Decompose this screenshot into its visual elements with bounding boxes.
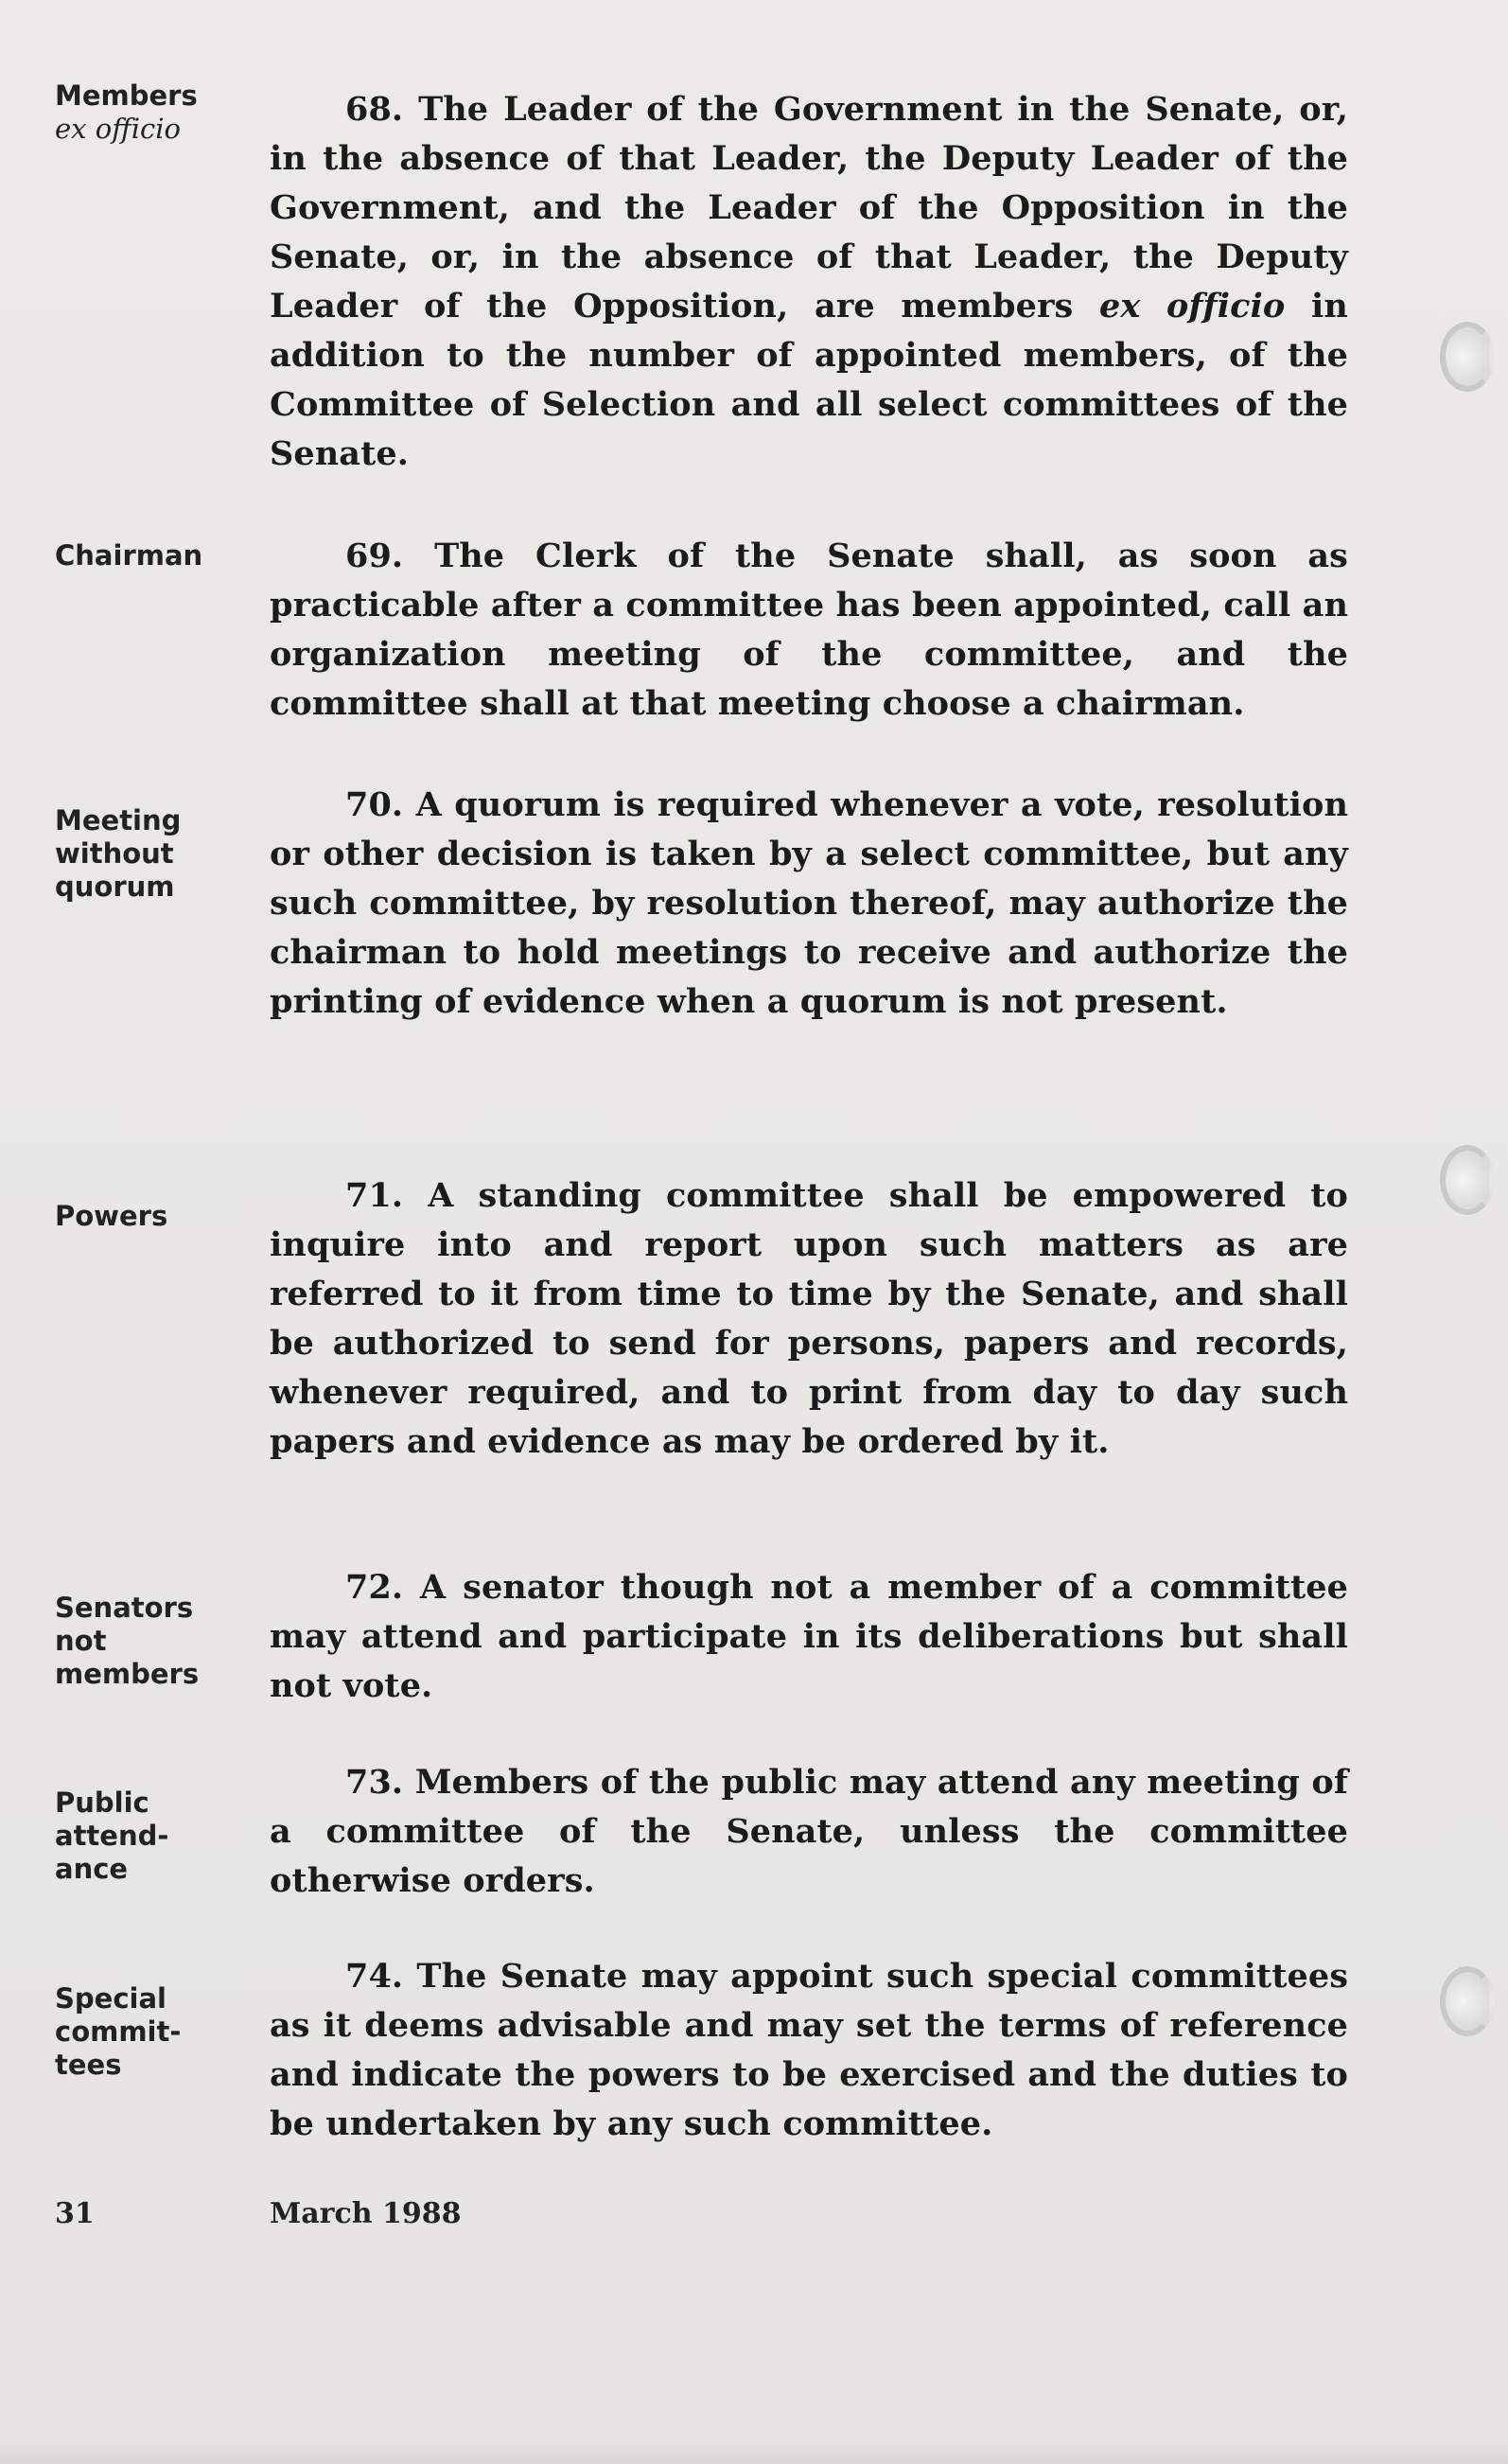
- margin-note-powers: [55, 1200, 225, 1233]
- margin-note-members-ex-officio: [55, 79, 225, 146]
- rule-72: [270, 1563, 1348, 1711]
- rule-number: 74.: [345, 1957, 404, 1996]
- rule-text: The Clerk of the Senate shall, as soon as practicable after a committee has been appointed, call an organization meeting of the committee, and the committee shall at that meeting choose a chairman.: [270, 537, 1348, 723]
- punch-hole-icon: [1440, 322, 1495, 392]
- margin-note-line: quorum: [55, 871, 175, 903]
- rule-69: [270, 532, 1348, 729]
- margin-note-line: Senators: [55, 1592, 194, 1624]
- margin-note-line: not: [55, 1625, 107, 1657]
- rule-number: 73.: [345, 1763, 404, 1802]
- rule-text: A senator though not a member of a committee may attend and participate in its deliberations but shall not vote.: [270, 1568, 1348, 1705]
- margin-note-special-committees: [55, 1982, 225, 2082]
- margin-note-line: Members: [55, 79, 198, 112]
- rule-number: 70.: [345, 785, 404, 824]
- rule-number: 72.: [345, 1568, 404, 1607]
- margin-note-line: members: [55, 1658, 200, 1690]
- rule-text: The Senate may appoint such special committees as it deems advisable and may set the terms of reference and indicate the powers to be exercised and the duties to be undertaken by any such committee.: [270, 1957, 1348, 2143]
- margin-note-line: ex officio: [55, 113, 181, 145]
- footer-date: March 1988: [270, 2197, 462, 2230]
- page-bottom-edge: [0, 2439, 1508, 2464]
- margin-note-line: attend-: [55, 1820, 169, 1852]
- margin-note-line: Powers: [55, 1200, 168, 1232]
- rule-71: [270, 1171, 1348, 1467]
- margin-note-senators-not-members: [55, 1592, 225, 1691]
- margin-note-line: Special: [55, 1982, 167, 2015]
- rule-number: 69.: [345, 537, 404, 575]
- rule-number: 68.: [345, 90, 404, 129]
- rule-70: [270, 781, 1348, 1027]
- margin-note-public-attendance: [55, 1786, 225, 1886]
- punch-hole-icon: [1440, 1145, 1495, 1215]
- margin-note-line: Public: [55, 1786, 149, 1819]
- margin-note-line: ance: [55, 1853, 129, 1885]
- margin-note-line: commit-: [55, 2015, 182, 2048]
- rule-68: [270, 85, 1348, 479]
- margin-note-line: without: [55, 837, 174, 870]
- rule-text: A quorum is required whenever a vote, resolution or other decision is taken by a select committee, but any such committee, by resolution thereof, may authorize the chairman to hold meetings to receive and authorize the printing of evidence when a quorum is not present.: [270, 785, 1348, 1021]
- rule-text: Members of the public may attend any meeting of a committee of the Senate, unless the committee otherwise orders.: [270, 1763, 1348, 1900]
- rule-text: in addition to the number of appointed members, of the Committee of Selection and all select committees of the Senate.: [270, 287, 1348, 473]
- margin-note-chairman: [55, 539, 225, 572]
- margin-note-line: Meeting: [55, 804, 182, 836]
- rule-73: [270, 1758, 1348, 1906]
- rule-text: A standing committee shall be empowered to inquire into and report upon such matters as are referred to it from time to time by the Senate, and shall be authorized to send for persons, papers and records, whenever required, and to print from day to day such papers and evidence as may be ordered by it.: [270, 1176, 1348, 1461]
- punch-hole-icon: [1440, 1966, 1495, 2036]
- rule-74: [270, 1952, 1348, 2149]
- rule-number: 71.: [345, 1176, 404, 1215]
- rule-text: The Leader of the Government in the Senate, or, in the absence of that Leader, the Deputy Leader of the Government, and the Leader of the Opposition in the Senate, or, in the absence of that Leader, the Deputy Leader of the Opposition, are members: [270, 90, 1348, 326]
- rule-text-italic: ex officio: [1098, 287, 1286, 326]
- margin-note-line: Chairman: [55, 539, 203, 572]
- margin-note-line: tees: [55, 2049, 122, 2081]
- page-number: 31: [55, 2197, 95, 2230]
- margin-note-meeting-without-quorum: [55, 804, 225, 904]
